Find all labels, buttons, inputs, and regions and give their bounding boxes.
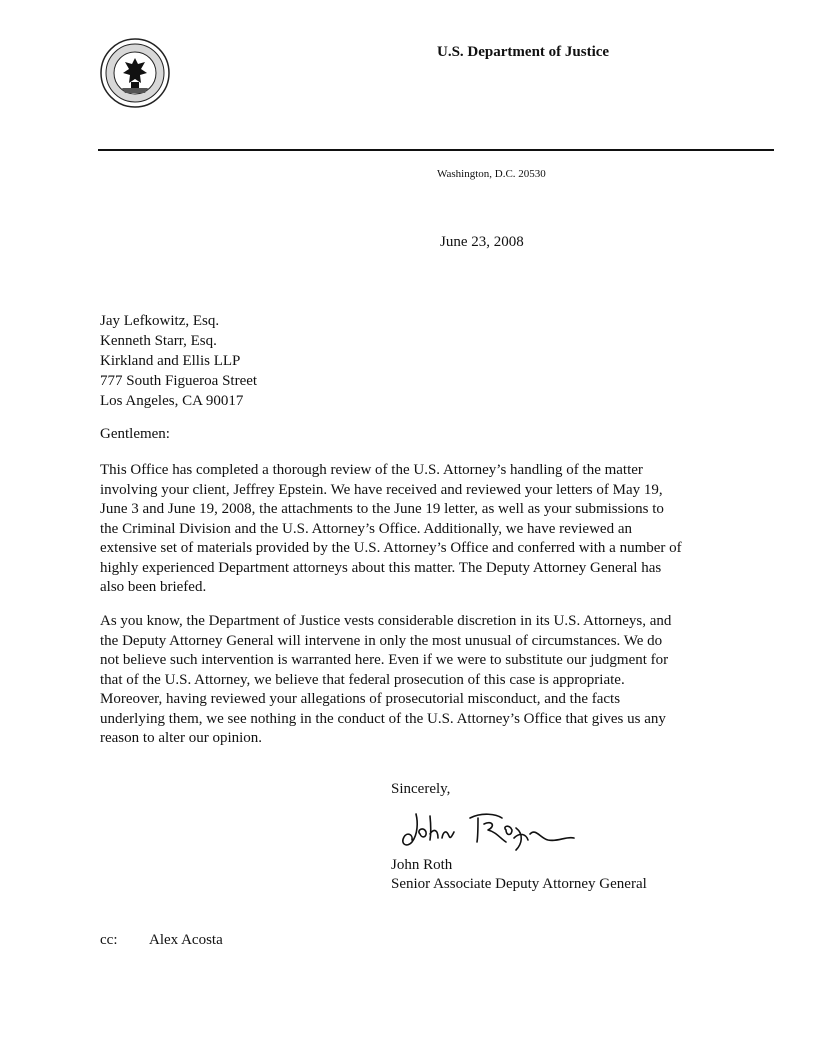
paragraph-line: involving your client, Jeffrey Epstein. We have received and reviewed your letters of May 19, [100,481,663,498]
letter-date: June 23, 2008 [440,234,524,250]
recipient-line: Los Angeles, CA 90017 [100,393,244,409]
recipient-address-block [100,311,257,411]
handwritten-signature [398,804,578,856]
paragraph-line: highly experienced Department attorneys about this matter. The Deputy Attorney General has [100,559,662,576]
paragraph-line: Moreover, having reviewed your allegations of prosecutorial misconduct, and the facts [100,691,621,707]
cc-label: cc: [100,932,118,948]
signer-name: John Roth [391,857,453,873]
paragraph-line: that of the U.S. Attorney, we believe that federal prosecution of this case is appropriate. [100,671,625,688]
paragraph-line: also been briefed. [100,579,207,595]
agency-name: U.S. Department of Justice [437,44,610,60]
body-paragraph [100,461,740,598]
salutation: Gentlemen: [100,426,170,442]
recipient-line: Kirkland and Ellis LLP [100,353,241,369]
paragraph-line: This Office has completed a thorough review of the U.S. Attorney’s handling of the matter [100,462,643,478]
signer-title: Senior Associate Deputy Attorney General [391,876,647,892]
recipient-line: Kenneth Starr, Esq. [100,333,217,349]
recipient-line: Jay Lefkowitz, Esq. [100,313,220,329]
recipient-line: 777 South Figueroa Street [100,373,258,389]
body-paragraph [100,612,740,749]
paragraph-line: the Criminal Division and the U.S. Attorney’s Office. Additionally, we have reviewed an [100,520,632,537]
paragraph-line: the Deputy Attorney General will intervene in only the most unusual of circumstances. We do [100,632,663,649]
paragraph-line: reason to alter our opinion. [100,730,263,746]
paragraph-line: As you know, the Department of Justice vests considerable discretion in its U.S. Attorneys, and [100,613,672,629]
doj-seal-icon [100,38,170,108]
paragraph-line: not believe such intervention is warranted here. Even if we were to substitute our judgment for [100,652,669,668]
closing: Sincerely, [391,781,451,797]
paragraph-line: June 3 and June 19, 2008, the attachments to the June 19 letter, as well as your submissions to [100,501,664,517]
cc-recipient: Alex Acosta [149,932,223,948]
paragraph-line: underlying them, we see nothing in the conduct of the U.S. Attorney’s Office that gives us any [100,710,666,727]
paragraph-line: extensive set of materials provided by the U.S. Attorney’s Office and conferred with a number of [100,540,682,556]
letterhead-divider [98,149,774,151]
agency-address: Washington, D.C. 20530 [437,168,546,180]
